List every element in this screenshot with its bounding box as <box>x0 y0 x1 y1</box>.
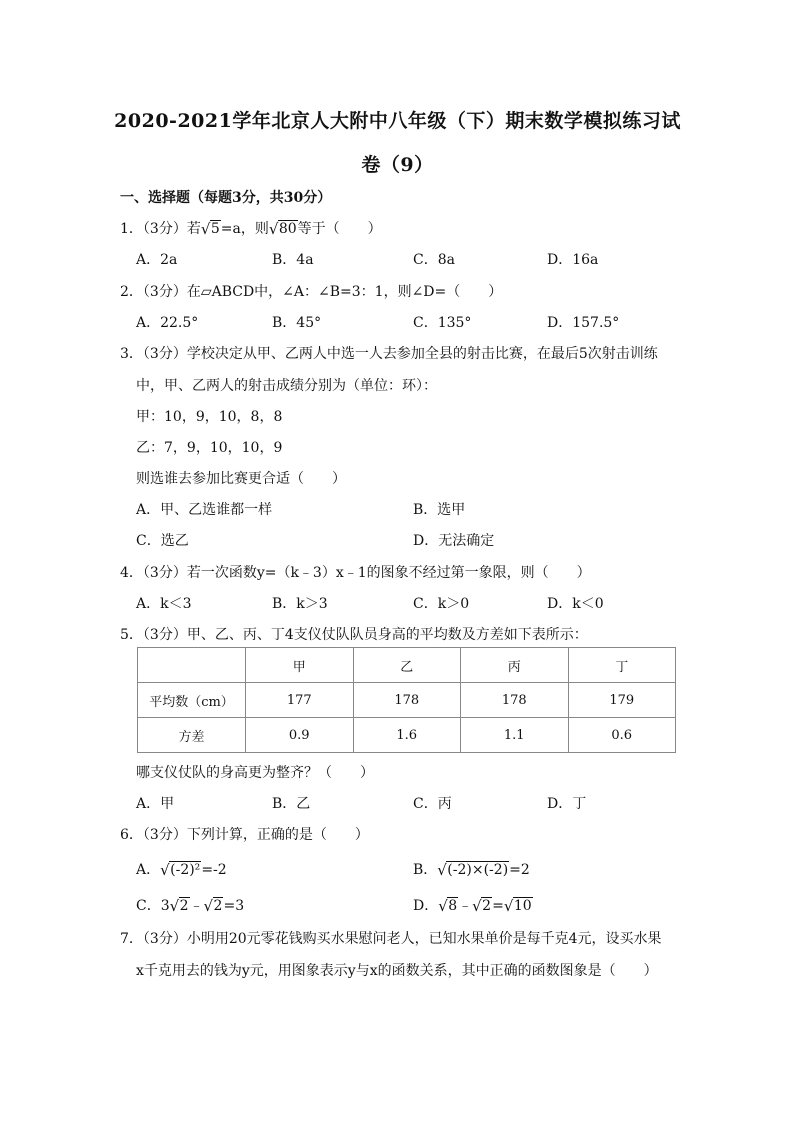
table-cell: 1.6 <box>353 718 461 753</box>
q3-option-c: C．选乙 <box>136 533 189 549</box>
table-cell: 0.6 <box>568 718 676 753</box>
q1-mid: =a，则 <box>220 221 269 237</box>
q6a-tail: =-2 <box>201 862 227 878</box>
question-3-scores-yi: 乙：7，9，10，10，9 <box>136 440 283 456</box>
q2-option-d: D．157.5° <box>547 315 620 331</box>
table-cell: 179 <box>568 683 676 718</box>
table-cell: 177 <box>246 683 354 718</box>
table-cell: 0.9 <box>246 718 354 753</box>
question-1 <box>120 218 382 238</box>
q1-option-d: D．16a <box>547 252 599 268</box>
question-3-scores-jia: 甲：10，9，10，8，8 <box>136 409 283 425</box>
exam-title-line2: 卷（9） <box>361 154 434 176</box>
sqrt-symbol <box>269 221 298 237</box>
sqrt-symbol <box>160 862 201 878</box>
question-5-ask: 哪支仪仗队的身高更为整齐？（ ） <box>136 765 374 781</box>
table-header-row <box>138 648 676 683</box>
table-row-label: 平均数（cm） <box>138 683 246 718</box>
q5-option-d: D．丁 <box>547 796 587 812</box>
table-cell: 1.1 <box>461 718 569 753</box>
q2-option-c: C．135° <box>413 315 472 331</box>
q2-option-b: B．45° <box>272 315 322 331</box>
q6d-radicand-3: 10 <box>513 898 532 914</box>
q1-option-a: A．2a <box>136 252 178 268</box>
sqrt-symbol <box>170 898 190 914</box>
q1-prefix: 1．（3分）若 <box>120 221 201 237</box>
q6c-radicand-1: 2 <box>179 898 189 914</box>
table-cell: 178 <box>461 683 569 718</box>
question-7-line1: 7．（3分）小明用20元零花钱购买水果慰问老人，已知水果单价是每千克4元，设买水果 <box>120 931 662 947</box>
q3-option-d: D．无法确定 <box>413 533 495 549</box>
q5-option-b: B．乙 <box>272 796 311 812</box>
table-header-cell: 乙 <box>353 648 461 683</box>
q1-radicand-1: 5 <box>210 221 220 237</box>
q6-option-a <box>136 859 227 879</box>
q6c-radicand-2: 2 <box>213 898 223 914</box>
q1-option-c: C．8a <box>413 252 455 268</box>
q6c-tail: =3 <box>223 898 245 914</box>
table-header-cell <box>138 648 246 683</box>
q6b-radicand: (-2)×(-2) <box>447 862 509 878</box>
table-header-cell: 甲 <box>246 648 354 683</box>
table-header-cell: 丙 <box>461 648 569 683</box>
q3-option-a: A．甲、乙选谁都一样 <box>136 502 273 518</box>
sqrt-symbol <box>201 221 221 237</box>
q5-option-a: A．甲 <box>136 796 175 812</box>
sqrt-symbol <box>437 862 509 878</box>
question-7-line2: x千克用去的钱为y元，用图象表示y与x的函数关系，其中正确的函数图象是（ ） <box>136 963 658 979</box>
question-3-line2: 中，甲、乙两人的射击成绩分别为（单位：环）： <box>136 378 437 394</box>
q6d-radicand-2: 2 <box>482 898 492 914</box>
q4-option-a: A．k＜3 <box>136 596 192 612</box>
q4-option-d: D．k＜0 <box>547 596 604 612</box>
q6c-label: C．3 <box>136 898 170 914</box>
q1-radicand-2: 80 <box>278 221 297 237</box>
table-row-label: 方差 <box>138 718 246 753</box>
sqrt-symbol <box>204 898 224 914</box>
q1-option-b: B．4a <box>272 252 314 268</box>
q6c-minus: ﹣ <box>189 898 204 914</box>
question-3-line1: 3．（3分）学校决定从甲、乙两人中选一人去参加全县的射击比赛，在最后5次射击训练 <box>120 346 658 362</box>
q6d-minus: ﹣ <box>458 898 473 914</box>
table-cell: 178 <box>353 683 461 718</box>
sqrt-symbol <box>504 898 533 914</box>
q4-option-b: B．k＞3 <box>272 596 328 612</box>
question-6: 6．（3分）下列计算，正确的是（ ） <box>120 827 369 843</box>
exam-title-line1: 2020-2021学年北京人大附中八年级（下）期末数学模拟练习试 <box>114 110 681 132</box>
question-2: 2．（3分）在▱ABCD中，∠A：∠B=3：1，则∠D=（ ） <box>120 284 503 300</box>
q6a-radicand: (-2)² <box>170 862 201 878</box>
section-heading: 一、选择题（每题3分，共30分） <box>120 190 332 206</box>
question-4: 4．（3分）若一次函数y=（k﹣3）x﹣1的图象不经过第一象限，则（ ） <box>120 565 591 581</box>
q6-option-c <box>136 895 244 915</box>
table-row <box>138 718 676 753</box>
q6-option-b <box>413 859 530 879</box>
table-header-cell: 丁 <box>568 648 676 683</box>
sqrt-symbol <box>438 898 458 914</box>
q6b-label: B． <box>413 862 438 878</box>
q6a-label: A． <box>136 862 161 878</box>
q6d-equals: = <box>492 898 504 914</box>
q6d-label: D． <box>413 898 439 914</box>
question-5: 5．（3分）甲、乙、丙、丁4支仪仗队队员身高的平均数及方差如下表所示： <box>120 627 588 643</box>
table-row <box>138 683 676 718</box>
q6b-tail: =2 <box>509 862 530 878</box>
q3-option-b: B．选甲 <box>413 502 466 518</box>
q6-option-d <box>413 895 533 915</box>
q4-option-c: C．k＞0 <box>413 596 470 612</box>
question-3-line5: 则选谁去参加比赛更合适（ ） <box>136 471 346 487</box>
sqrt-symbol <box>472 898 492 914</box>
q5-option-c: C．丙 <box>413 796 452 812</box>
q2-option-a: A．22.5° <box>136 315 199 331</box>
q6d-radicand-1: 8 <box>448 898 458 914</box>
stats-table <box>137 647 676 753</box>
q1-suffix: 等于（ ） <box>297 221 382 237</box>
